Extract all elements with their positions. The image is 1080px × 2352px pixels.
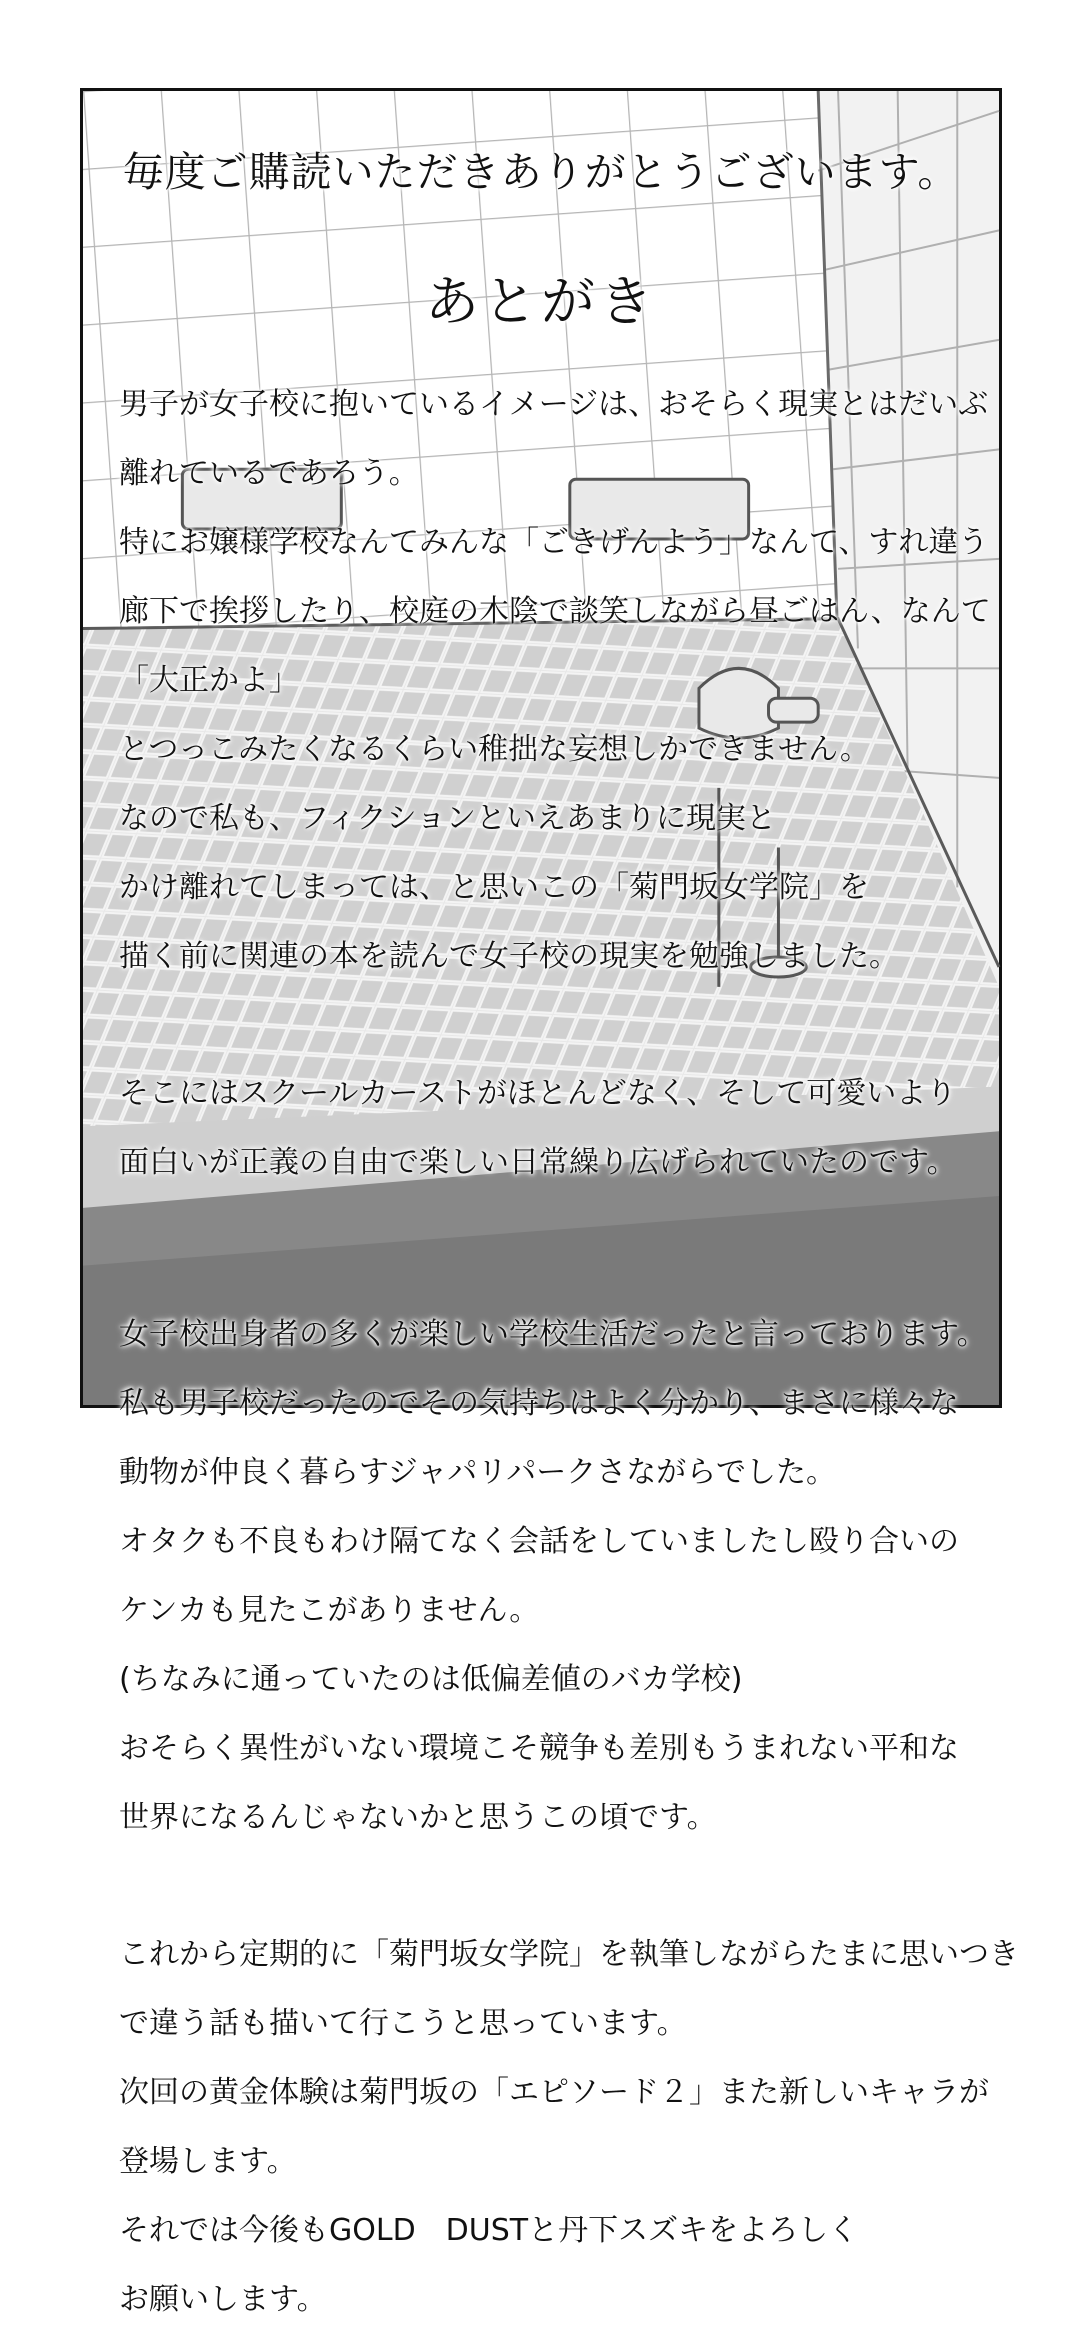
paragraph-gap xyxy=(119,1215,979,1283)
text-line: 動物が仲良く暮らすジャパリパークさながらでした。 xyxy=(119,1454,836,1490)
text-line: 登場します。 xyxy=(119,2144,297,2179)
text-line: 次回の黄金体験は菊門坂の「エピソード２」また新しいキャラが xyxy=(119,2075,989,2110)
text-line: おそらく異性がいない環境こそ競争も差別もうまれない平和な xyxy=(119,1730,959,1766)
text-line: そこにはスクールカーストがほとんどなく、そして可愛いより xyxy=(119,1076,957,1111)
thanks-heading: 毎度ご購読いただきありがとうございます。 xyxy=(122,148,960,196)
text-line: 廊下で挨拶したり、校庭の木陰で談笑しながら昼ごはん、なんて xyxy=(119,593,991,629)
text-line: 女子校出身者の多くが楽しい学校生活だったと言っております。 xyxy=(119,1316,987,1352)
text-line: とつっこみたくなるくらい稚拙な妄想しかできません。 xyxy=(119,731,870,767)
afterword-body xyxy=(119,353,1019,2352)
text-line: 特にお嬢様学校なんてみんな「ごきげんよう」なんて、すれ違う xyxy=(119,524,989,560)
text-line: で違う話も描いて行こうと思っています。 xyxy=(119,2006,687,2041)
page-title: あとがき xyxy=(425,270,657,333)
text-line: 世界になるんじゃないかと思うこの頃です。 xyxy=(119,1799,717,1835)
paragraph-gap xyxy=(119,1009,979,1043)
text-line: かけ離れてしまっては、と思いこの「菊門坂女学院」を xyxy=(119,869,869,905)
text-line: 面白いが正義の自由で楽しい日常繰り広げられていたのです。 xyxy=(119,1145,957,1180)
text-line: オタクも不良もわけ隔てなく会話をしていましたし殴り合いの xyxy=(119,1523,959,1559)
text-line: それでは今後もGOLD DUSTと丹下スズキをよろしく xyxy=(119,2213,859,2248)
text-line: なので私も、フィクションといえあまりに現実と xyxy=(119,800,776,836)
text-line: (ちなみに通っていたのは低偏差値のバカ学校) xyxy=(119,1661,743,1697)
text-line: ケンカも見たこがありません。 xyxy=(119,1592,540,1628)
text-line: 描く前に関連の本を読んで女子校の現実を勉強しました。 xyxy=(119,938,899,974)
comic-panel xyxy=(80,88,1019,2317)
text-line: 離れているであろう。 xyxy=(119,455,419,491)
paragraph-gap xyxy=(119,1870,979,1904)
text-line: 私も男子校だったのでその気持ちはよく分かり、まさに様々な xyxy=(119,1385,959,1421)
text-line: お願いします。 xyxy=(119,2282,327,2317)
text-line: 「大正かよ」 xyxy=(119,662,299,698)
text-line: 男子が女子校に抱いているイメージは、おそらく現実とはだいぶ xyxy=(119,386,989,422)
text-line: これから定期的に「菊門坂女学院」を執筆しながらたまに思いつき xyxy=(119,1937,1019,1972)
